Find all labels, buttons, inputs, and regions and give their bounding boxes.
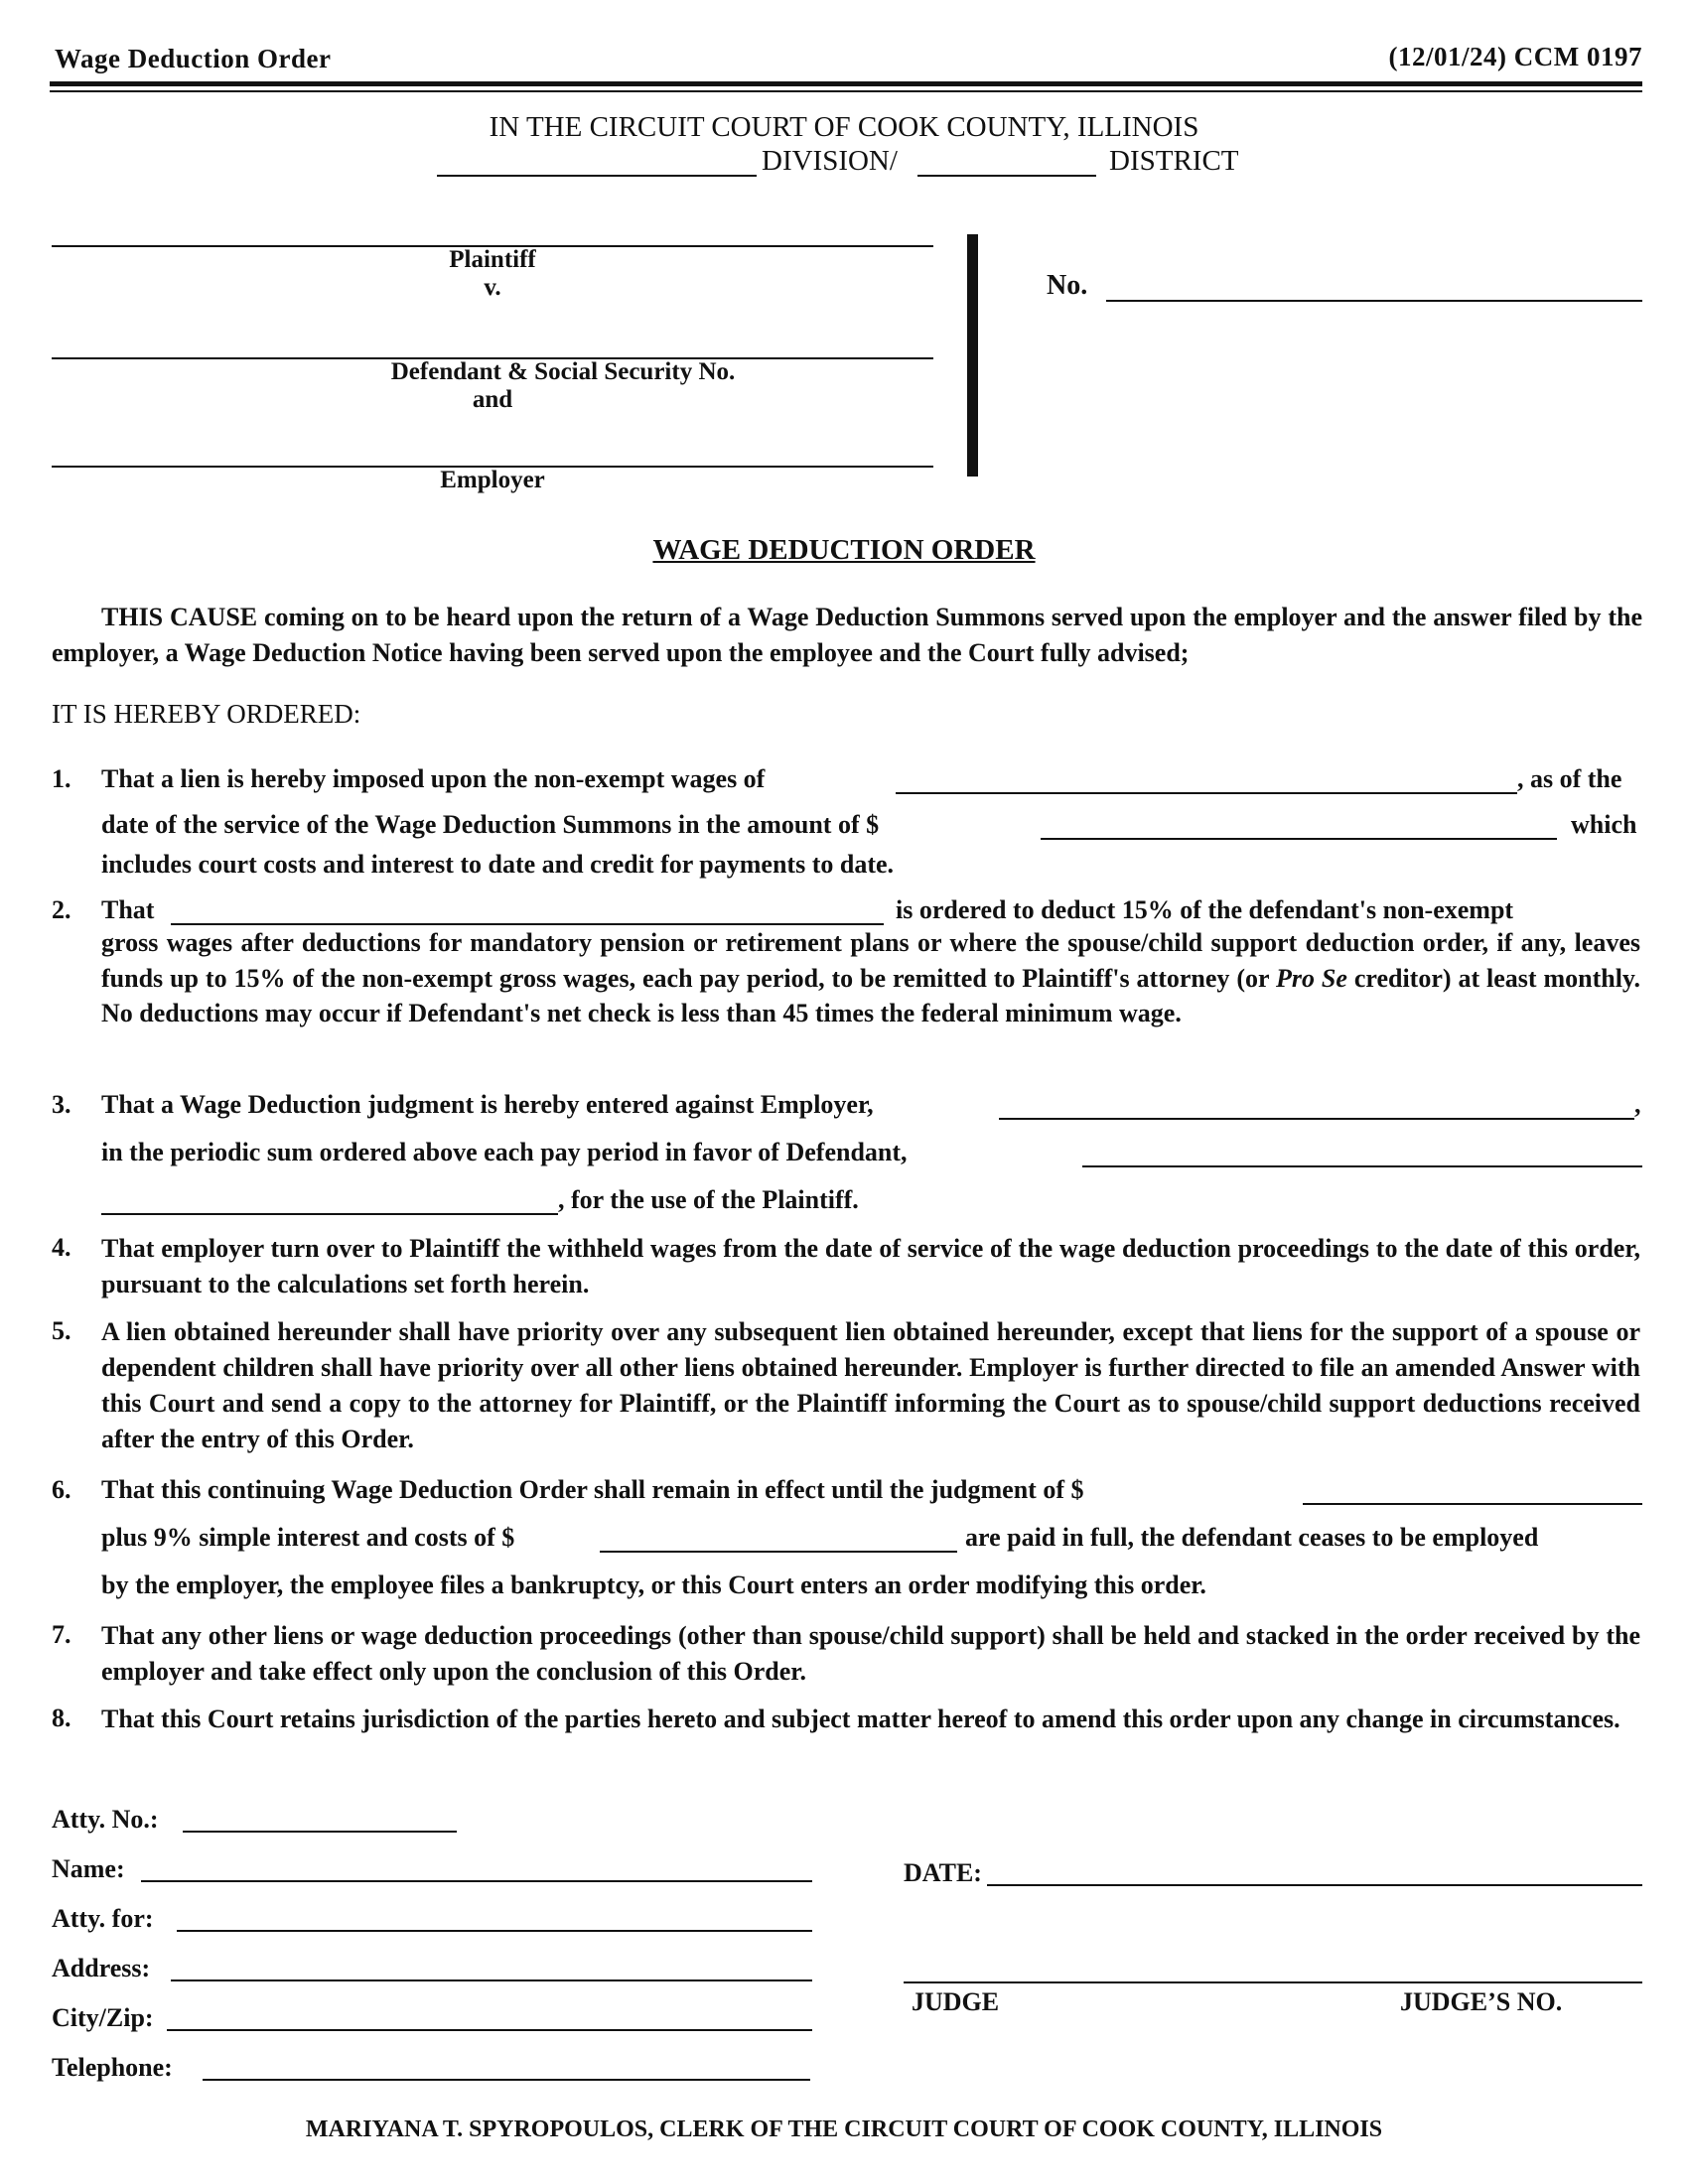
judge-signature-line[interactable] [904,1981,1642,1983]
item2-number: 2. [52,895,71,924]
address-field[interactable] [171,1950,812,1981]
city-zip-label: City/Zip: [52,2003,154,2032]
and-label: and [472,386,513,413]
item5-text: A lien obtained hereunder shall have priority over any subsequent lien obtained hereunder, except that liens for the support of a spouse or dependent children shall have priority over all other liens obtained hereunder. Employer is further directed to file an amended Answer with this Court and send a copy to the attorney for Plaintiff, or the Plaintiff informing the Court as to spouse/child support deductions received after the entry of this Order. [101,1317,1640,1453]
item6-text-a: That this continuing Wage Deduction Order shall remain in effect until the judgment of $ [101,1475,1084,1504]
case-no-label: No. [1047,270,1088,301]
item1-text-b: , as of the [1517,764,1622,793]
item1-text-c: date of the service of the Wage Deduction Summons in the amount of $ [101,810,880,839]
item2-body [101,925,1640,1031]
ordered-heading: IT IS HEREBY ORDERED: [52,699,361,729]
atty-no-label: Atty. No.: [52,1805,159,1834]
item6-text-b: plus 9% simple interest and costs of $ [101,1523,515,1552]
form-code: (12/01/24) CCM 0197 [1388,42,1642,71]
address-label: Address: [52,1954,151,1982]
item2-employer-field[interactable] [171,891,884,925]
name-field[interactable] [141,1850,812,1882]
court-name: IN THE CIRCUIT COURT OF COOK COUNTY, ILLINOIS [489,111,1199,143]
item1-text-e: includes court costs and interest to date and credit for payments to date. [101,850,895,879]
form-title: Wage Deduction Order [55,44,332,73]
division-field[interactable] [437,143,757,177]
order-title: WAGE DEDUCTION ORDER [652,534,1036,566]
item7-text: That any other liens or wage deduction proceedings (other than spouse/child support) shall be held and stacked in the order received by the employer and take effect only upon the conclusion of this Order. [101,1621,1640,1686]
item1-text-a: That a lien is hereby imposed upon the non-exempt wages of [101,764,766,793]
division-label: DIVISION/ [762,145,898,177]
judge-label: JUDGE [912,1987,1000,2016]
employer-label: Employer [440,467,545,493]
item3-number: 3. [52,1090,71,1119]
district-field[interactable] [917,143,1096,177]
item6-costs-field[interactable] [600,1519,957,1553]
atty-for-field[interactable] [177,1900,812,1932]
atty-no-field[interactable] [183,1801,457,1833]
plaintiff-label: Plaintiff [449,246,536,273]
item5-number: 5. [52,1316,71,1345]
item1-amount-field[interactable] [1041,806,1557,840]
city-zip-field[interactable] [167,1999,812,2031]
telephone-field[interactable] [203,2049,810,2081]
item2-text-d: creditor) at least monthly. No deductions may occur if Defendant's net check is less than 45 times the federal minimum wage. [101,963,1641,1027]
item8-number: 8. [52,1704,71,1732]
header-rule-thin [50,90,1642,92]
item2-pro-se: Pro Se [1275,963,1347,993]
item3-text-d: , for the use of the Plaintiff. [558,1185,859,1214]
atty-for-label: Atty. for: [52,1904,154,1933]
date-field[interactable] [987,1854,1642,1886]
case-no-field[interactable] [1106,268,1642,302]
item3-employer-field[interactable] [999,1086,1634,1120]
item3-text-a: That a Wage Deduction judgment is hereby entered against Employer, [101,1090,874,1119]
item3-text-c: in the periodic sum ordered above each pay period in favor of Defendant, [101,1138,908,1166]
item8-text: That this Court retains jurisdiction of the parties hereto and subject matter hereof to amend this order upon any change in circumstances. [101,1705,1620,1733]
caption-divider [967,234,978,477]
item4-number: 4. [52,1233,71,1262]
item6-number: 6. [52,1475,71,1504]
judge-no-label: JUDGE’S NO. [1400,1987,1563,2016]
item3-text-b: , [1634,1090,1641,1119]
item4-text: That employer turn over to Plaintiff the withheld wages from the date of service of the wage deduction proceedings to the date of this order, pursuant to the calculations set forth herein. [101,1234,1640,1298]
date-label: DATE: [904,1858,982,1887]
district-label: DISTRICT [1109,145,1239,177]
item3-defendant-field[interactable] [1082,1134,1642,1167]
item6-text-d: by the employer, the employee files a bankruptcy, or this Court enters an order modifying this order. [101,1570,1206,1599]
item6-text-c: are paid in full, the defendant ceases to be employed [965,1523,1539,1552]
item3-plaintiff-field[interactable] [101,1181,558,1215]
defendant-label: Defendant & Social Security No. [390,358,736,385]
name-label: Name: [52,1854,125,1883]
preamble: THIS CAUSE coming on to be heard upon the return of a Wage Deduction Summons served upon the employer and the answer filed by the employer, a Wage Deduction Notice having been served upon the employee and the Court fully advised; [52,603,1642,667]
telephone-label: Telephone: [52,2053,173,2082]
item6-judgment-field[interactable] [1303,1471,1642,1505]
header-rule-thick [50,81,1642,86]
item1-number: 1. [52,764,71,793]
item2-text-c: gross wages after deductions for mandatory pension or retirement plans or where the spouse/child support deduction order, if any, leaves funds up to 15% of the non-exempt gross wages, each pay period, to be remitted to Plaintiff's attorney (or [101,928,1640,993]
item2-text-a: That [101,895,155,924]
item2-text-b: is ordered to deduct 15% of the defendant's non-exempt [896,895,1514,924]
clerk-footer: MARIYANA T. SPYROPOULOS, CLERK OF THE CIRCUIT COURT OF COOK COUNTY, ILLINOIS [305,2116,1383,2142]
item7-number: 7. [52,1620,71,1649]
versus-label: v. [484,274,501,301]
item1-wages-of-field[interactable] [896,760,1517,794]
item1-text-d: which [1571,810,1637,839]
